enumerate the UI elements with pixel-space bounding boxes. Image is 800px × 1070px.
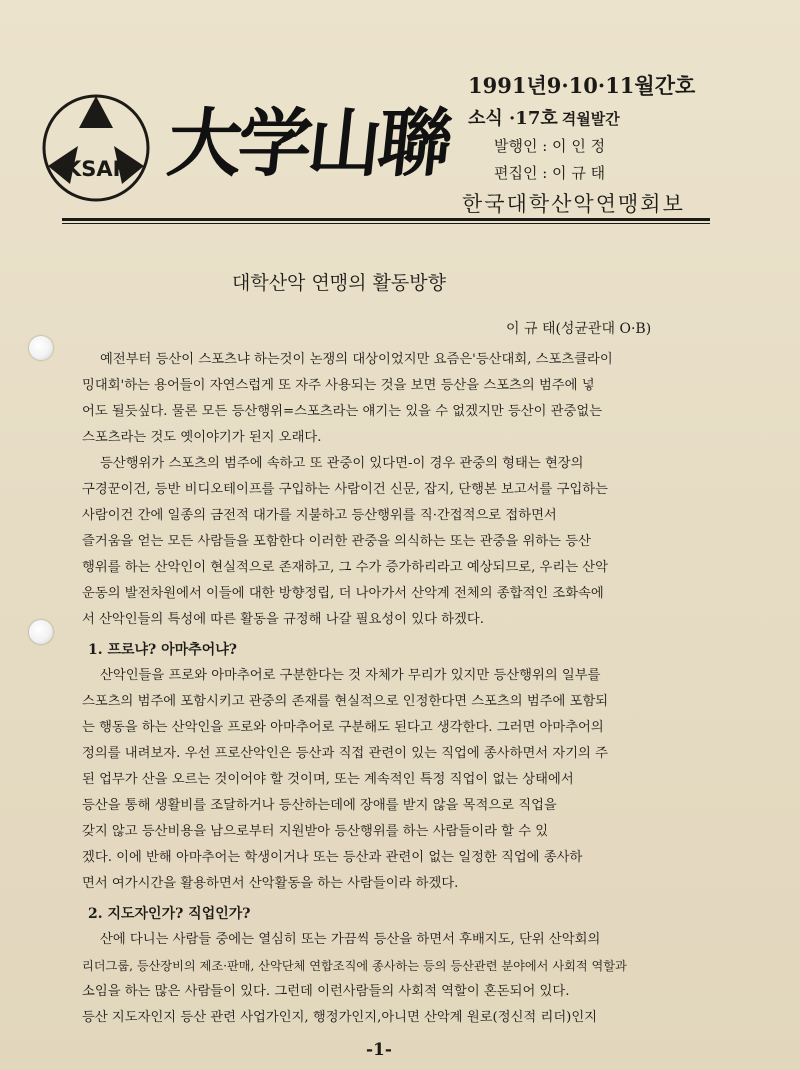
issue-number: 소식 ·17호 — [468, 108, 558, 129]
body-line: 겠다. 이에 반해 아마추어는 학생이거나 또는 등산과 관련이 없는 일정한 직업에 종사하 — [82, 850, 583, 865]
body-line: 등산을 통해 생활비를 조달하거나 등산하는데에 장애를 받지 않을 목적으로 직업을 — [82, 798, 557, 813]
body-line: 산악인들을 프로와 아마추어로 구분한다는 것 자체가 무리가 있지만 등산행위의 일부를 — [100, 668, 601, 683]
body-line: 면서 여가시간을 활용하면서 산악활동을 하는 사람들이라 하겠다. — [82, 876, 459, 891]
body-line: 서 산악인들의 특성에 따른 활동을 규정해 나갈 필요성이 있다 하겠다. — [82, 612, 484, 627]
body-line: 산에 다니는 사람들 중에는 열심히 또는 가끔씩 등산을 하면서 후배지도, 단위 산악회의 — [100, 932, 601, 947]
editor: 편집인 : 이 규 태 — [494, 164, 606, 182]
body-line: 정의를 내려보자. 우선 프로산악인은 등산과 직접 관련이 있는 직업에 종사하면서 자기의 주 — [82, 746, 608, 761]
body-line: 사람이건 간에 일종의 금전적 대가를 지불하고 등산행위를 직·간접적으로 접하면서 — [82, 508, 557, 523]
body-line: 행위를 하는 산악인이 현실적으로 존재하고, 그 수가 증가하리라고 예상되므로, 우리는 산악 — [82, 560, 608, 575]
body-line: 어도 될듯싶다. 물론 모든 등산행위=스포츠라는 얘기는 있을 수 없겠지만 등산이 관중없는 — [82, 404, 603, 419]
article-byline: 이 규 태(성균관대 O·B) — [506, 321, 652, 337]
body-line: 등산 지도자인지 등산 관련 사업가인지, 행정가인지,아니면 산악계 원로(정신적 리더)인지 — [82, 1010, 598, 1025]
article-title: 대학산악 연맹의 활동방향 — [232, 272, 446, 294]
masthead-title: 大学山聯 — [163, 101, 453, 187]
body-line: 소임을 하는 많은 사람들이 있다. 그런데 이런사람들의 사회적 역할이 혼돈되어 있다. — [82, 984, 570, 999]
body-line: 된 업무가 산을 오르는 것이어야 할 것이며, 또는 계속적인 특정 직업이 없는 상태에서 — [82, 772, 574, 787]
body-line: 리더그룹, 등산장비의 제조·판매, 산악단체 연합조직에 종사하는 등의 등산관련 분야에서 사회적 역할과 — [82, 959, 627, 973]
issue-date: 1991년9·10·11월간호 — [468, 73, 696, 98]
organization-name: 한국대학산악연맹회보 — [462, 192, 685, 216]
publisher: 발행인 : 이 인 정 — [494, 137, 606, 155]
body-line: 등산행위가 스포츠의 범주에 속하고 또 관중이 있다면-이 경우 관중의 형태는 현장의 — [100, 456, 584, 471]
body-line: 는 행동을 하는 산악인을 프로와 아마추어로 구분해도 된다고 생각한다. 그러면 아마추어의 — [82, 720, 604, 735]
body-line: 즐거움을 얻는 모든 사람들을 포함한다 이러한 관중을 의식하는 또는 관중을 위하는 등산 — [82, 534, 591, 549]
body-line: 운동의 발전차원에서 이들에 대한 방향정립, 더 나아가서 산악계 전체의 종합적인 조화속에 — [82, 586, 604, 601]
logo-text: KSAF — [65, 157, 127, 181]
section-heading: 2. 지도자인가? 직업인가? — [88, 906, 251, 922]
publication-frequency: 격월발간 — [561, 110, 620, 128]
body-line: 예전부터 등산이 스포츠냐 하는것이 논쟁의 대상이었지만 요즘은'등산대회, 스포츠클라이 — [100, 352, 613, 367]
body-line: 스포츠라는 것도 옛이야기가 된지 오래다. — [82, 430, 322, 445]
body-line: 구경꾼이건, 등반 비디오테이프를 구입하는 사람이건 신문, 잡지, 단행본 보고서를 구입하는 — [82, 482, 608, 497]
page-number: -1- — [366, 1040, 392, 1060]
body-line: 밍대회'하는 용어들이 자연스럽게 또 자주 사용되는 것을 보면 등산을 스포츠의 범주에 넣 — [82, 378, 595, 393]
body-line: 갖지 않고 등산비용을 남으로부터 지원받아 등산행위를 하는 사람들이라 할 수 있 — [82, 824, 549, 839]
section-heading: 1. 프로냐? 아마추어냐? — [88, 642, 237, 658]
body-line: 스포츠의 범주에 포함시키고 관중의 존재를 현실적으로 인정한다면 스포츠의 범주에 포함되 — [82, 694, 609, 709]
